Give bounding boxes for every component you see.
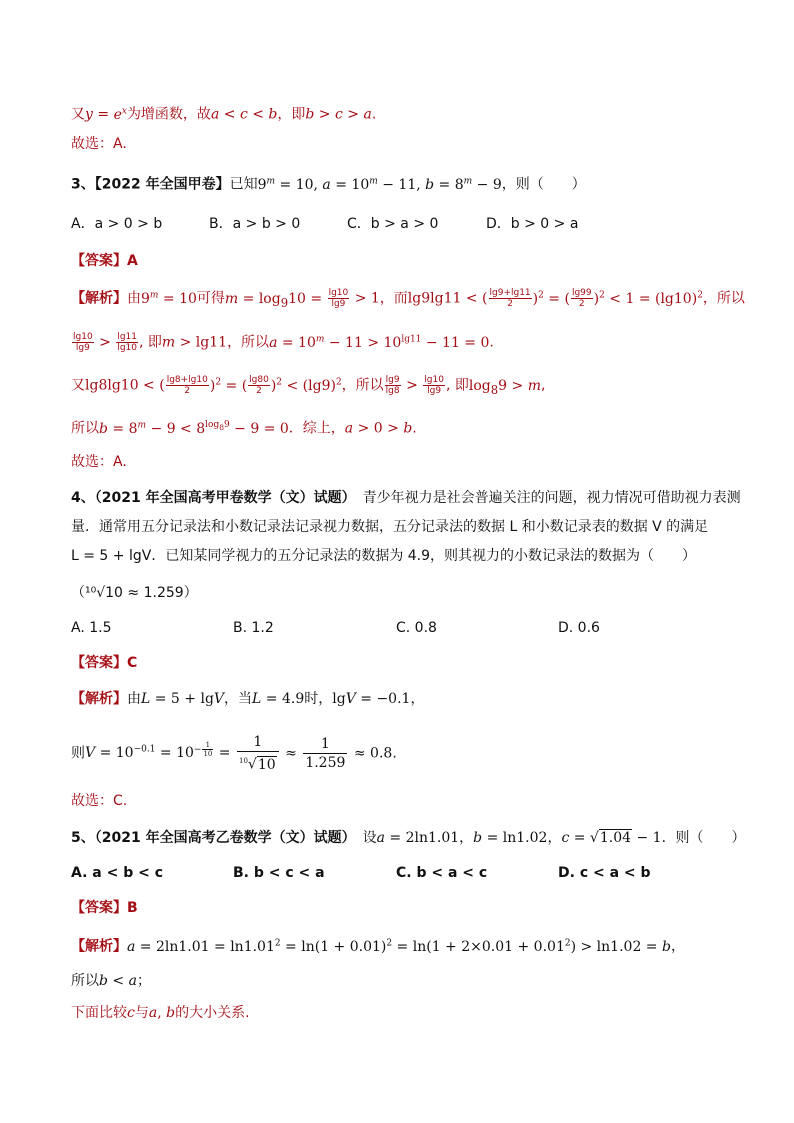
q3-analysis-2: $\frac{\lg 10}{\lg 9}$ > $\frac{\lg 11}{\lg 10}$ , 即m > lg11，所以$a = 10^m - 11 > 10^{lg11} - 11 = 0$. bbox=[73, 332, 494, 354]
q5-option-d: D. c < a < b bbox=[558, 865, 651, 881]
q4-answer: 【答案】C bbox=[71, 655, 138, 671]
q4-select: 故选：C. bbox=[71, 793, 128, 809]
q4-analysis-2: 则$V = 10^{-0.1} = 10^{- \frac{1}{10}}$ = $\frac{1}{^{10}√10}$ ≈ $\frac{1}{1.259}$ ≈ 0.8. bbox=[71, 734, 397, 773]
q3-analysis-tag: 【解析】 bbox=[71, 290, 127, 307]
q5-answer: 【答案】B bbox=[71, 900, 138, 916]
q4-option-d: D. 0.6 bbox=[558, 620, 600, 636]
q4-analysis-1: 【解析】由L = 5 + lgV，当L = 4.9时，lgV = −0.1， bbox=[71, 691, 425, 707]
question-4-line-2: 量．通常用五分记录法和小数记录法记录视力数据，五分记录法的数据 L 和小数记录表的数据 V 的满足 bbox=[71, 519, 709, 535]
q4-option-c: C. 0.8 bbox=[396, 620, 437, 636]
q5-analysis-1: 【解析】$a = 2\ln 1.01 = \ln 1.01^2 = \ln(1 + 0.01)^2 = \ln(1 + 2\times 0.01 + 0.01^2) > \ln 1.02 = b$， bbox=[71, 938, 685, 955]
question-3: 3、【2022 年全国甲卷】已知$9^m = 10$, $a = 10^m - 11$, $b = 8^m - 9$，则（ ） bbox=[71, 176, 586, 193]
select-line: 故选：A. bbox=[71, 136, 127, 152]
q5-option-b: B. b < c < a bbox=[233, 865, 325, 881]
question-4-line-1 bbox=[71, 487, 741, 509]
q3-analysis-1: 【解析】由$9^m = 10$可得$m = \log_910$ = $\frac{\lg 10}{\lg 9}$ > 1，而lg9lg11 < ( $\frac{\lg 9+\lg 11}{2}$ )$^2$ = ( $\frac{\lg 99}{2}$ )$^2 < 1 = (\lg 10)^2$，所以 bbox=[71, 288, 745, 310]
q4-option-b: B. 1.2 bbox=[233, 620, 274, 636]
question-4-hint: （¹⁰√10 ≈ 1.259） bbox=[71, 585, 198, 601]
question-3-source: 3、【2022 年全国甲卷】 bbox=[71, 176, 230, 193]
q3-option-b: B．a > b > 0 bbox=[209, 216, 301, 232]
q5-option-a: A. a < b < c bbox=[71, 865, 164, 881]
question-5: 5、（2021 年全国高考乙卷数学（文）试题） 设a = 2ln1.01，b = ln1.02，c = √1.04 − 1．则（ ） bbox=[71, 830, 746, 846]
q3-analysis-4: 所以$b = 8^m - 9 < 8^{log_89} - 9 = 0$．综上，a > 0 > b. bbox=[71, 420, 417, 437]
q3-option-a: A．a > 0 > b bbox=[71, 216, 163, 232]
question-4-source: 4、（2021 年全国高考甲卷数学（文）试题） bbox=[71, 490, 349, 506]
q5-analysis-tag: 【解析】 bbox=[71, 938, 127, 955]
q5-option-c: C. b < a < c bbox=[396, 865, 488, 881]
intro-line: 又$y = e^x$为增函数，故a < c < b，即b > c > a. bbox=[71, 106, 377, 123]
q3-option-d: D．b > 0 > a bbox=[486, 216, 579, 232]
q3-answer: 【答案】A bbox=[71, 253, 138, 269]
q3-select: 故选：A. bbox=[71, 454, 127, 470]
question-5-source: 5、（2021 年全国高考乙卷数学（文）试题） bbox=[71, 830, 349, 846]
question-4-text-1: 青少年视力是社会普遍关注的问题，视力情况可借助视力表测 bbox=[362, 490, 741, 506]
q5-analysis-3: 下面比较c与a, b的大小关系. bbox=[71, 1005, 250, 1021]
q4-option-a: A. 1.5 bbox=[71, 620, 112, 636]
q5-analysis-2: 所以b < a； bbox=[71, 973, 151, 989]
q3-option-c: C．b > a > 0 bbox=[347, 216, 439, 232]
q4-analysis-tag: 【解析】 bbox=[71, 691, 127, 707]
q3-analysis-3: 又lg8lg10 < ( $\frac{\lg 8+\lg 10}{2}$ )$^2$ = ( $\frac{\lg 80}{2}$ )$^2 < (\lg 9)^2$，所以 $\frac{\lg 9}{\lg 8}$ > $\frac{\lg 10}{\lg 9}$ , 即$\log_89 > m$, bbox=[71, 375, 546, 397]
question-4-line-3: L = 5 + lgV．已知某同学视力的五分记录法的数据为 4.9，则其视力的小数记录法的数据为（ ） bbox=[71, 548, 697, 564]
